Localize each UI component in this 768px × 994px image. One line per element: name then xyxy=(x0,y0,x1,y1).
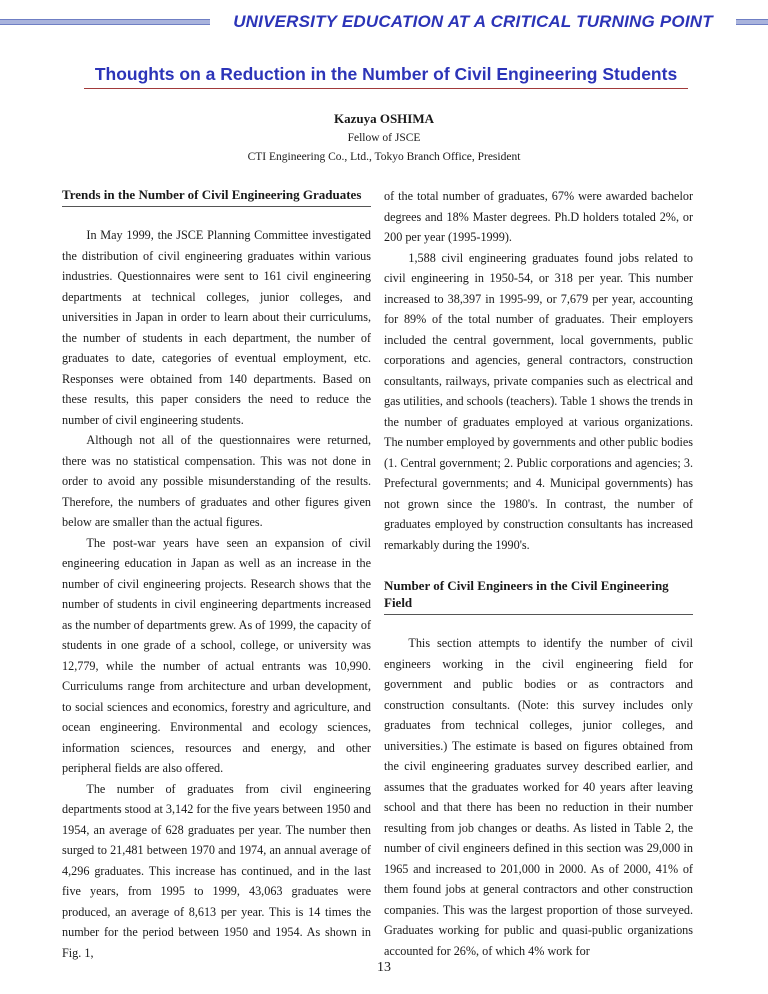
section-heading-trends: Trends in the Number of Civil Engineering Graduates xyxy=(62,186,371,207)
body-paragraph: Although not all of the questionnaires were returned, there was no statistical compensation. This was not done in order to avoid any possible misunderstanding of the results. Therefore, the numbers of graduates and other figures given below are smaller than the actual figures. xyxy=(62,433,371,529)
body-paragraph: The post-war years have seen an expansion of civil engineering education in Japan as well as an increase in the number of civil engineering projects. Research shows that the number of students in civil engineering departments increased as the number of departments grew. As of 1999, the capacity of students in one grade of a school, college, or university was 12,779, while the number of actual entrants was 10,990. Curriculums range from architecture and urban development, to social sciences and economics, forestry and agriculture, and ocean engineering. Environmental and ecology sciences, information sciences, resources and energy, and other peripheral fields are also offered. xyxy=(62,535,371,775)
page-number: 13 xyxy=(377,960,391,975)
left-column xyxy=(62,186,371,963)
section-heading-civil-engineers: Number of Civil Engineers in the Civil Engineering Field xyxy=(384,577,693,615)
right-column xyxy=(384,186,693,961)
author-affiliation: CTI Engineering Co., Ltd., Tokyo Branch Office, President xyxy=(247,151,521,163)
body-paragraph: 1,588 civil engineering graduates found jobs related to civil engineering in 1950-54, or 318 per year. This number increased to 38,397 in 1995-99, or 7,679 per year, accounting for 89% of the total number of graduates. Their employers included the central government, local governments, public corporations and agencies, general contractors, construction consultants, railways, private companies such as electrical and gas utilities, and schools (teachers). Table 1 shows the trends in the number of graduates employed at various organizations. The number employed by governments and other public bodies (1. Central government; 2. Public corporations and agencies; 3. Prefectural governments; and 4. Municipal governments) has not grown since the 1980's. In contrast, the number of graduates employed by construction consultants has increased remarkably during the 1990's. xyxy=(384,250,693,552)
author-name: Kazuya OSHIMA xyxy=(333,111,435,126)
body-paragraph-continued: of the total number of graduates, 67% were awarded bachelor degrees and 18% Master degrees. Ph.D holders totaled 2%, or 200 per year (1995-1999). xyxy=(384,189,693,244)
banner-text: UNIVERSITY EDUCATION AT A CRITICAL TURNING POINT xyxy=(233,12,713,31)
body-paragraph: In May 1999, the JSCE Planning Committee investigated the distribution of civil engineering graduates within various industries. Questionnaires were sent to 161 civil engineering departments at technical colleges, junior colleges, and universities in Japan in order to learn about their curriculums, the number of students in each department, the number of graduates to date, categories of eventual employment, etc. Responses were obtained from 140 departments. Based on these results, this paper considers the need to reduce the number of civil engineering students. xyxy=(62,228,371,427)
banner xyxy=(0,10,768,34)
article-title: Thoughts on a Reduction in the Number of Civil Engineering Students xyxy=(84,64,688,89)
body-paragraph: This section attempts to identify the number of civil engineers working in the civil engineering field for government and public bodies or as contractors and construction consultants. (Note: this survey includes only graduates from technical colleges, junior colleges, and universities.) The estimate is based on figures obtained from the civil engineering graduates survey described earlier, and assumes that the graduates worked for 40 years after leaving school and that there has been no reduction in their number resulting from job changes or deaths. As listed in Table 2, the number of civil engineers defined in this section was 29,000 in 1965 and increased to 201,000 in 2000. As of 2000, 41% of them found jobs at general contractors and other construction companies. This was the largest proportion of those surveyed. Graduates working for public and quasi-public organizations accounted for 26%, of which 4% work for xyxy=(384,636,693,958)
banner-rule-right xyxy=(736,19,768,25)
author-fellowship: Fellow of JSCE xyxy=(347,132,421,144)
banner-rule-left xyxy=(0,19,210,25)
body-paragraph: The number of graduates from civil engineering departments stood at 3,142 for the five years between 1950 and 1954, an average of 628 graduates per year. The number then surged to 21,481 between 1970 and 1974, an annual average of 4,296 graduates. This increase has continued, and in the last five years, from 1995 to 1999, 43,063 graduates were produced, an average of 8,613 per year. This is 14 times the number for the period between 1950 and 1954. As shown in Fig. 1, xyxy=(62,781,371,960)
